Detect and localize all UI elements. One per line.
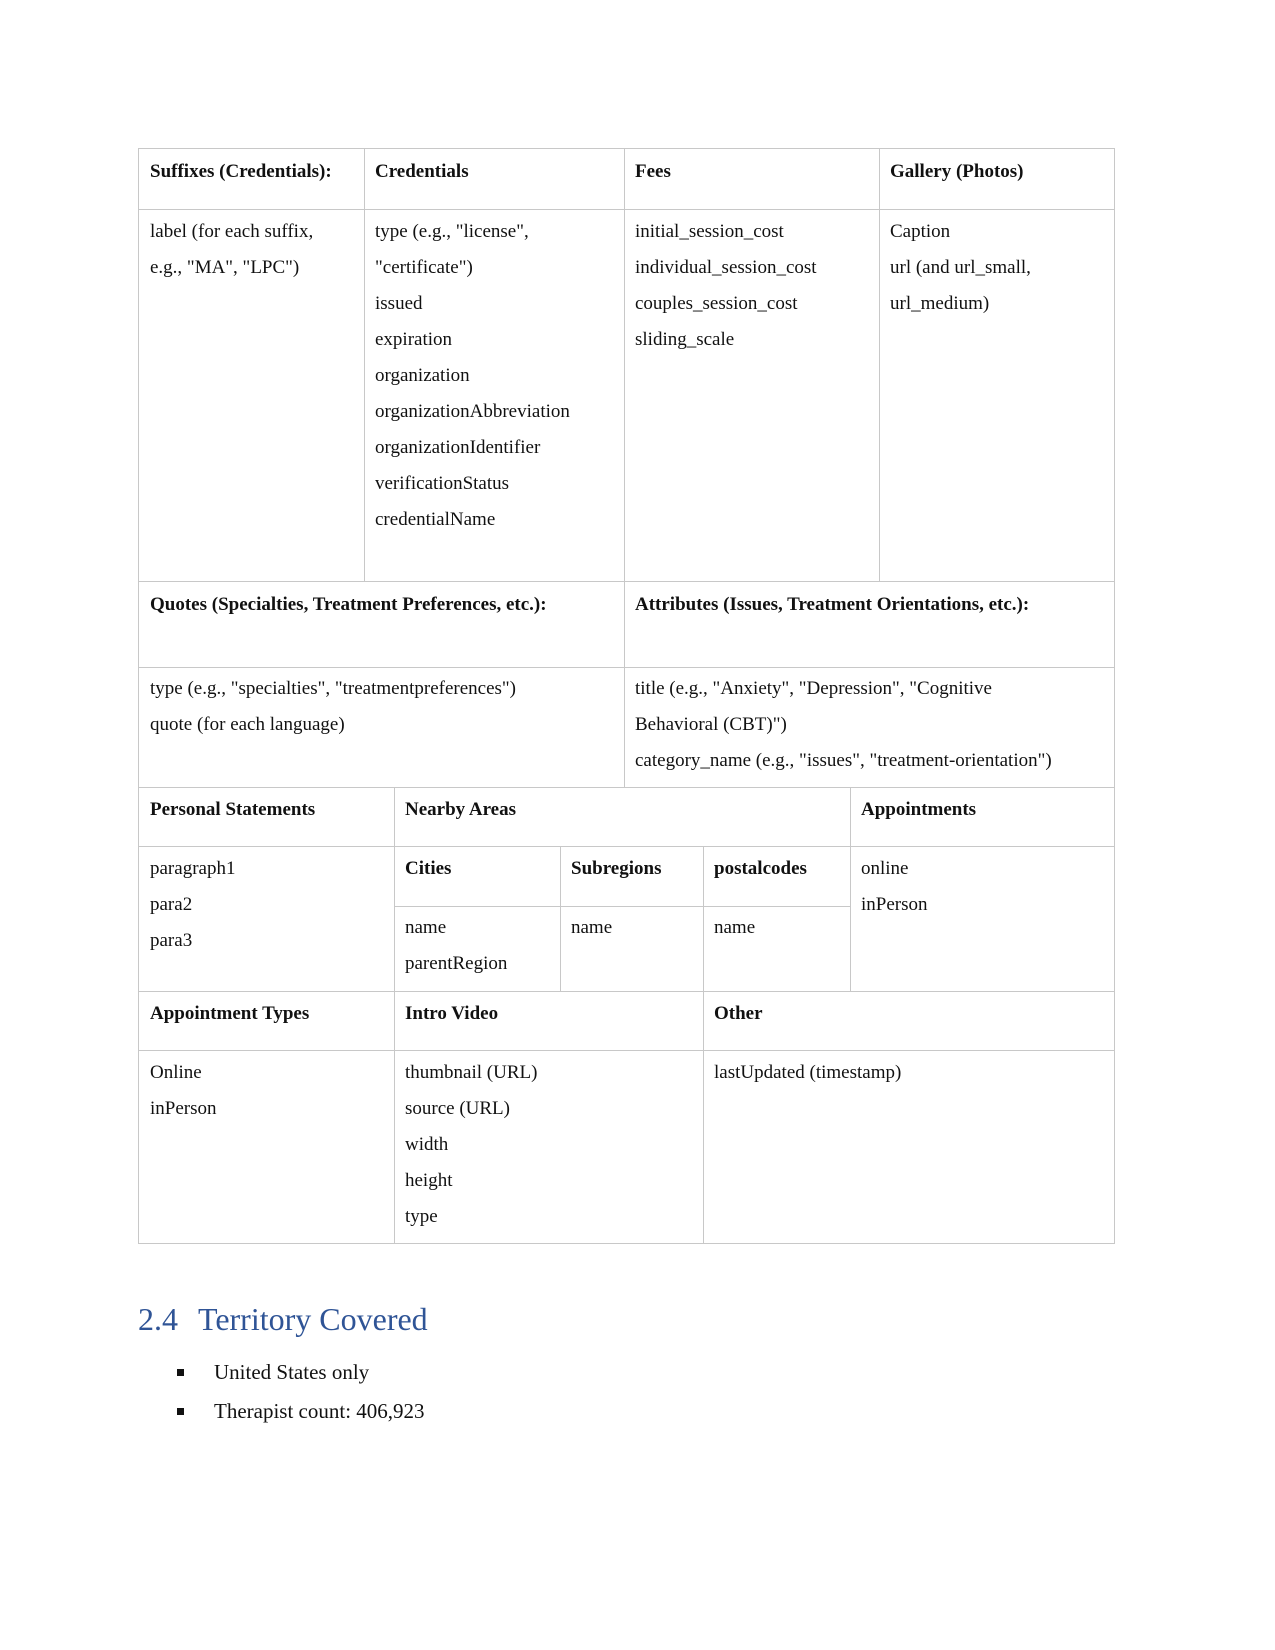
header-personal-statements: Personal Statements (150, 799, 316, 820)
cell-appointments (861, 851, 928, 923)
list-item: inPerson (150, 1098, 217, 1119)
header-suffixes: Suffixes (Credentials): (150, 161, 332, 182)
list-item: organizationAbbreviation (375, 401, 570, 422)
list-item: url_medium) (890, 293, 990, 314)
header-subregions: Subregions (571, 858, 662, 879)
list-item: expiration (375, 329, 453, 350)
list-item: credentialName (375, 509, 496, 530)
cell-other (714, 1055, 901, 1091)
cell-appointment-types (150, 1055, 217, 1127)
list-item: online (861, 858, 909, 879)
table-rule (139, 209, 1114, 210)
bullet-square-icon (177, 1408, 184, 1415)
list-item: inPerson (861, 894, 928, 915)
table-rule (139, 667, 1114, 668)
list-item: category_name (e.g., "issues", "treatment-orientation") (635, 750, 1052, 771)
section-number: 2.4 (138, 1301, 178, 1337)
header-appointment-types: Appointment Types (150, 1003, 310, 1024)
header-quotes: Quotes (Specialties, Treatment Preferences, etc.): (150, 594, 547, 615)
list-item: "certificate") (375, 257, 473, 278)
header-attributes: Attributes (Issues, Treatment Orientations, etc.): (635, 594, 1030, 615)
list-item: type (e.g., "license", (375, 221, 529, 242)
header-credentials: Credentials (375, 161, 469, 182)
list-item: title (e.g., "Anxiety", "Depression", "Cognitive (635, 678, 992, 699)
bullet-square-icon (177, 1369, 184, 1376)
cell-suffixes (150, 214, 313, 286)
list-item: name (571, 917, 613, 938)
list-item: sliding_scale (635, 329, 735, 350)
cell-quotes (150, 671, 516, 743)
list-item: paragraph1 (150, 858, 236, 879)
list-item: organization (375, 365, 470, 386)
table-rule (394, 906, 850, 907)
list-item: type (e.g., "specialties", "treatmentpreferences") (150, 678, 516, 699)
list-item: quote (for each language) (150, 714, 345, 735)
header-other: Other (714, 1003, 763, 1024)
cell-gallery (890, 214, 1031, 322)
section-heading (138, 1297, 428, 1341)
table-rule (139, 581, 1114, 582)
cell-fees (635, 214, 817, 358)
cell-personal-statements (150, 851, 235, 959)
list-item: lastUpdated (timestamp) (714, 1062, 902, 1083)
list-item: width (405, 1134, 449, 1155)
list-item: label (for each suffix, (150, 221, 314, 242)
list-item: individual_session_cost (635, 257, 817, 278)
list-item: source (URL) (405, 1098, 510, 1119)
table-rule (850, 787, 851, 991)
table-rule (624, 149, 625, 787)
list-item: height (405, 1170, 453, 1191)
list-item: thumbnail (URL) (405, 1062, 538, 1083)
table-rule (560, 846, 561, 991)
header-postalcodes: postalcodes (714, 858, 807, 879)
table-rule (139, 991, 1114, 992)
table-rule (394, 787, 395, 1244)
schema-table (138, 148, 1115, 1244)
table-rule (139, 787, 1114, 788)
list-item: initial_session_cost (635, 221, 784, 242)
list-item: para3 (150, 930, 193, 951)
table-rule (364, 149, 365, 581)
list-item: couples_session_cost (635, 293, 798, 314)
list-item: e.g., "MA", "LPC") (150, 257, 300, 278)
header-cities: Cities (405, 858, 452, 879)
header-fees: Fees (635, 161, 671, 182)
list-item: name (405, 917, 447, 938)
table-rule (139, 1050, 1114, 1051)
list-item: Online (150, 1062, 202, 1083)
cell-postalcodes (714, 910, 755, 946)
section-title: Territory Covered (198, 1301, 428, 1337)
list-item: Behavioral (CBT)") (635, 714, 787, 735)
list-item: verificationStatus (375, 473, 510, 494)
cell-intro-video (405, 1055, 537, 1235)
cell-attributes (635, 671, 1052, 779)
table-rule (703, 846, 704, 1244)
list-item: issued (375, 293, 423, 314)
bullet-text: United States only (214, 1360, 370, 1384)
list-item: url (and url_small, (890, 257, 1031, 278)
list-item: name (714, 917, 756, 938)
header-intro-video: Intro Video (405, 1003, 499, 1024)
list-item: Caption (890, 221, 951, 242)
header-gallery: Gallery (Photos) (890, 161, 1024, 182)
table-rule (879, 149, 880, 581)
header-appointments: Appointments (861, 799, 977, 820)
bullet-text: Therapist count: 406,923 (214, 1399, 425, 1423)
cell-cities (405, 910, 507, 982)
list-item: organizationIdentifier (375, 437, 541, 458)
list-item: type (405, 1206, 438, 1227)
cell-subregions (571, 910, 612, 946)
header-nearby-areas: Nearby Areas (405, 799, 516, 820)
table-rule (139, 846, 1114, 847)
list-item: para2 (150, 894, 193, 915)
list-item: parentRegion (405, 953, 508, 974)
cell-credentials (375, 214, 570, 538)
